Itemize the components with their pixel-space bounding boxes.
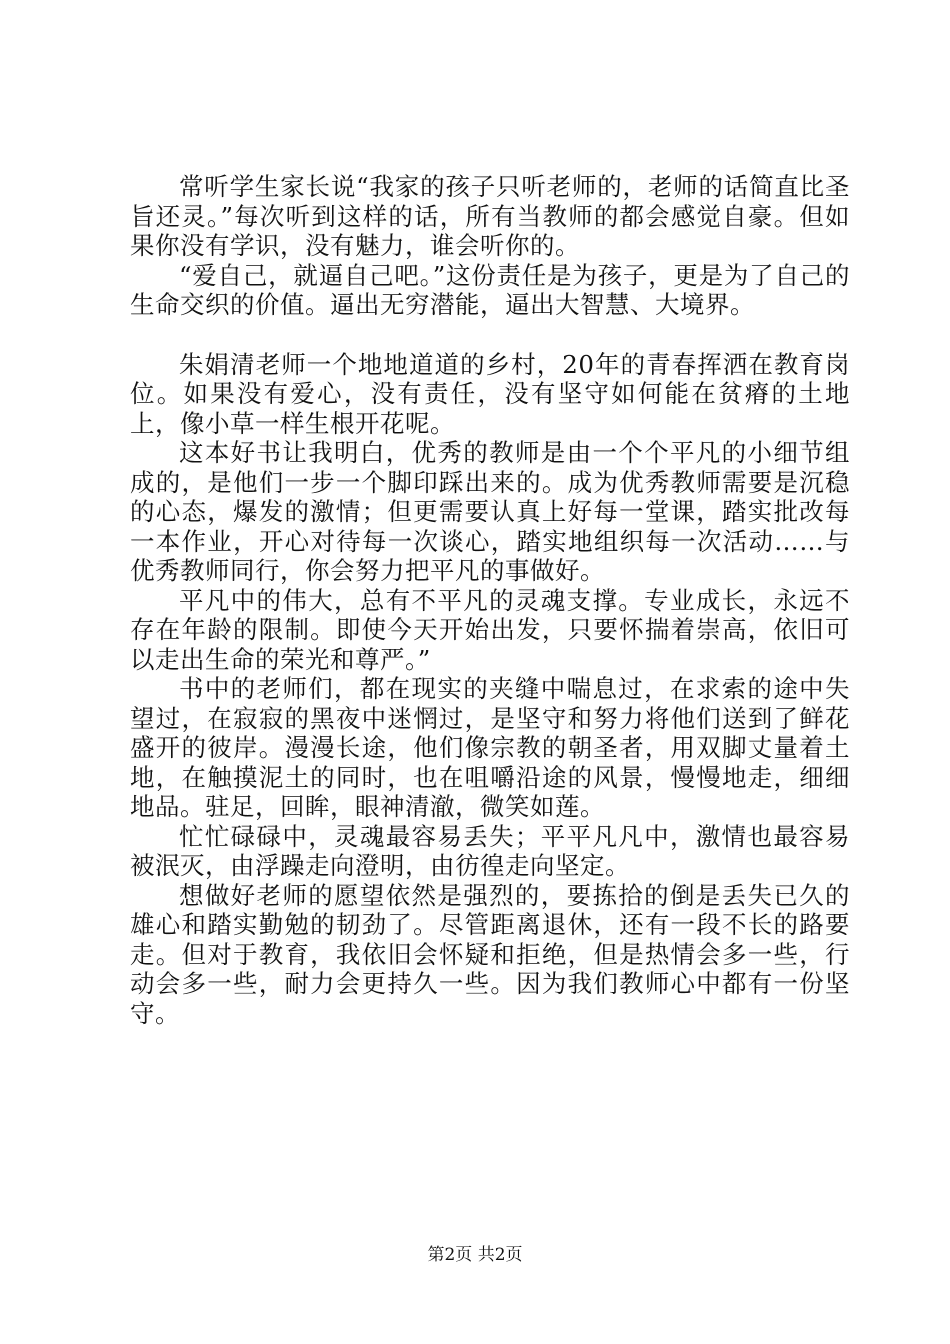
paragraph: 朱娟清老师一个地地道道的乡村，20年的青春挥洒在教育岗位。如果没有爱心，没有责任，没有坚守如何能在贫瘠的土地上，像小草一样生根开花呢。 (130, 349, 850, 438)
paragraph: 常听学生家长说“我家的孩子只听老师的，老师的话简直比圣旨还灵。”每次听到这样的话，所有当教师的都会感觉自豪。但如果你没有学识，没有魅力，谁会听你的。 (130, 172, 850, 260)
document-body (130, 172, 850, 1028)
paragraph-gap (130, 320, 850, 350)
paragraph: 想做好老师的愿望依然是强烈的，要拣拾的倒是丢失已久的雄心和踏实勤勉的韧劲了。尽管距离退休，还有一段不长的路要走。但对于教育，我依旧会怀疑和拒绝，但是热情会多一些，行动会多一些，耐力会更持久一些。因为我们教师心中都有一份坚守。 (130, 880, 850, 1028)
paragraph: 这本好书让我明白，优秀的教师是由一个个平凡的小细节组成的，是他们一步一个脚印踩出来的。成为优秀教师需要是沉稳的心态，爆发的激情；但更需要认真上好每一堂课，踏实批改每一本作业，开心对待每一次谈心，踏实地组织每一次活动……与优秀教师同行，你会努力把平凡的事做好。 (130, 438, 850, 585)
paragraph: “爱自己，就逼自己吧。”这份责任是为孩子，更是为了自己的生命交织的价值。逼出无穷潜能，逼出大智慧、大境界。 (130, 260, 850, 319)
paragraph: 书中的老师们，都在现实的夹缝中喘息过，在求索的途中失望过，在寂寂的黑夜中迷惘过，是坚守和努力将他们送到了鲜花盛开的彼岸。漫漫长途，他们像宗教的朝圣者，用双脚丈量着土地，在触摸泥土的同时，也在咀嚼沿途的风景，慢慢地走，细细地品。驻足，回眸，眼神清澈，微笑如莲。 (130, 674, 850, 821)
paragraph: 忙忙碌碌中，灵魂最容易丢失；平平凡凡中，激情也最容易被泯灭，由浮躁走向澄明，由彷徨走向坚定。 (130, 821, 850, 880)
page-number-footer: 第2页 共2页 (427, 1245, 523, 1265)
paragraph: 平凡中的伟大，总有不平凡的灵魂支撑。专业成长，永远不存在年龄的限制。即使今天开始出发，只要怀揣着崇高，依旧可以走出生命的荣光和尊严。” (130, 585, 850, 674)
